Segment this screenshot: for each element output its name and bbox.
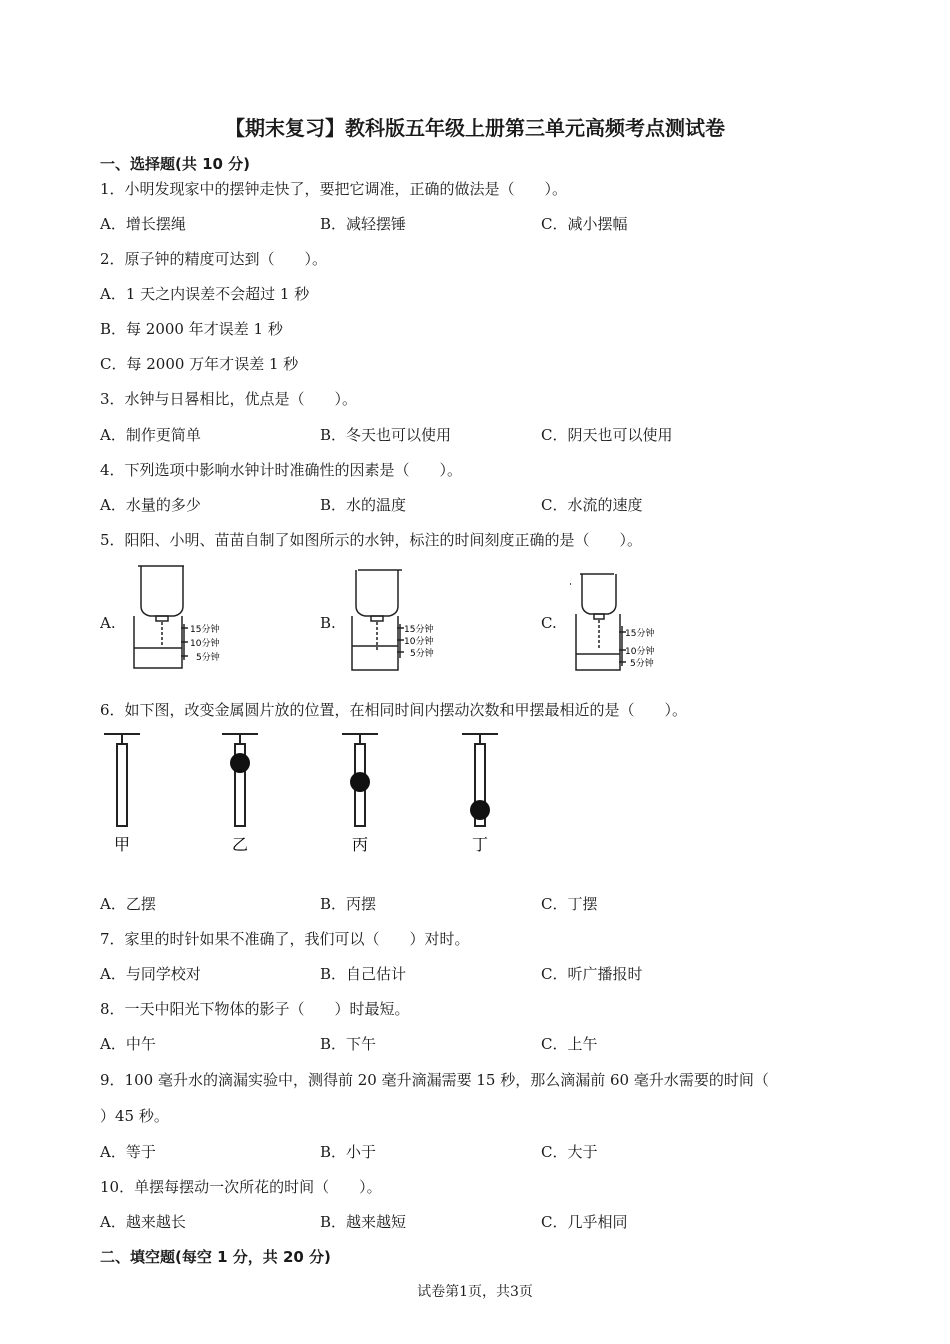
question-6-option-a: A．乙摆 [100, 895, 156, 913]
section-heading-fill-in: 二、填空题(每空 1 分，共 20 分) [100, 1248, 331, 1266]
water-clock-a-label-5: 5分钟 [196, 653, 220, 663]
question-6-option-c: C．丁摆 [541, 895, 598, 913]
pendulum-label-jia: 甲 [114, 835, 131, 854]
question-4-option-a: A．水量的多少 [100, 496, 201, 514]
question-5-option-b: B. [320, 614, 336, 632]
question-3-option-c: C．阴天也可以使用 [541, 426, 673, 444]
question-3-option-a: A．制作更简单 [100, 426, 201, 444]
question-10-option-c: C．几乎相同 [541, 1213, 628, 1231]
question-9-stem-continued: ）45 秒。 [100, 1107, 169, 1125]
water-clock-figure-c [570, 570, 682, 674]
water-clock-figure-a [128, 562, 240, 674]
pendulum-label-bing: 丙 [352, 835, 369, 854]
water-clock-c-label-5: 5分钟 [630, 659, 654, 669]
water-clock-b-label-15: 15分钟 [404, 625, 434, 635]
question-2-option-c: C．每 2000 万年才误差 1 秒 [100, 355, 299, 373]
water-clock-b-label-5: 5分钟 [410, 649, 434, 659]
page-title: 【期末复习】教科版五年级上册第三单元高频考点测试卷 [225, 116, 725, 140]
question-7-option-b: B．自己估计 [320, 965, 407, 983]
water-clock-a-label-10: 10分钟 [190, 639, 220, 649]
question-4-stem: 4．下列选项中影响水钟计时准确性的因素是（ ）。 [100, 461, 463, 479]
question-8-option-b: B．下午 [320, 1035, 377, 1053]
question-4-option-c: C．水流的速度 [541, 496, 643, 514]
question-1-option-a: A．增长摆绳 [100, 215, 186, 233]
water-clock-c-label-10: 10分钟 [625, 647, 655, 657]
question-2-option-b: B．每 2000 年才误差 1 秒 [100, 320, 283, 338]
question-8-option-a: A．中午 [100, 1035, 156, 1053]
question-5-option-c: C. [541, 614, 557, 632]
question-2-option-a: A．1 天之内误差不会超过 1 秒 [100, 285, 310, 303]
question-10-stem: 10．单摆每摆动一次所花的时间（ ）。 [100, 1178, 382, 1196]
question-5-stem: 5．阳阳、小明、苗苗自制了如图所示的水钟，标注的时间刻度正确的是（ ）。 [100, 531, 643, 549]
question-7-option-c: C．听广播报时 [541, 965, 643, 983]
question-9-option-a: A．等于 [100, 1143, 156, 1161]
question-9-option-c: C．大于 [541, 1143, 598, 1161]
question-8-option-c: C．上午 [541, 1035, 598, 1053]
question-5-option-a: A. [100, 614, 116, 632]
pendulum-label-ding: 丁 [472, 835, 489, 854]
question-9-option-b: B．小于 [320, 1143, 377, 1161]
water-clock-a-label-15: 15分钟 [190, 625, 220, 635]
pendulum-figure [100, 728, 520, 860]
question-6-option-b: B．丙摆 [320, 895, 377, 913]
question-1-stem: 1．小明发现家中的摆钟走快了，要把它调准，正确的做法是（ ）。 [100, 180, 568, 198]
question-8-stem: 8．一天中阳光下物体的影子（ ）时最短。 [100, 1000, 410, 1018]
question-4-option-b: B．水的温度 [320, 496, 407, 514]
pendulum-label-yi: 乙 [232, 835, 249, 854]
question-10-option-b: B．越来越短 [320, 1213, 407, 1231]
question-7-option-a: A．与同学校对 [100, 965, 201, 983]
water-clock-figure-b [348, 566, 460, 676]
question-2-stem: 2．原子钟的精度可达到（ ）。 [100, 250, 328, 268]
question-10-option-a: A．越来越长 [100, 1213, 186, 1231]
page-footer: 试卷第1页，共3页 [417, 1284, 533, 1300]
question-1-option-c: C．减小摆幅 [541, 215, 628, 233]
question-1-option-b: B．减轻摆锤 [320, 215, 407, 233]
question-9-stem: 9．100 毫升水的滴漏实验中，测得前 20 毫升滴漏需要 15 秒，那么滴漏前 60 毫升水需要的时间（ [100, 1071, 769, 1089]
question-7-stem: 7．家里的时针如果不准确了，我们可以（ ）对时。 [100, 930, 470, 948]
question-6-stem: 6．如下图，改变金属圆片放的位置，在相同时间内摆动次数和甲摆最相近的是（ ）。 [100, 701, 688, 719]
water-clock-c-label-15: 15分钟 [625, 629, 655, 639]
section-heading-choice: 一、选择题(共 10 分) [100, 155, 251, 173]
water-clock-b-label-10: 10分钟 [404, 637, 434, 647]
question-3-stem: 3．水钟与日晷相比，优点是（ ）。 [100, 390, 358, 408]
question-3-option-b: B．冬天也可以使用 [320, 426, 452, 444]
